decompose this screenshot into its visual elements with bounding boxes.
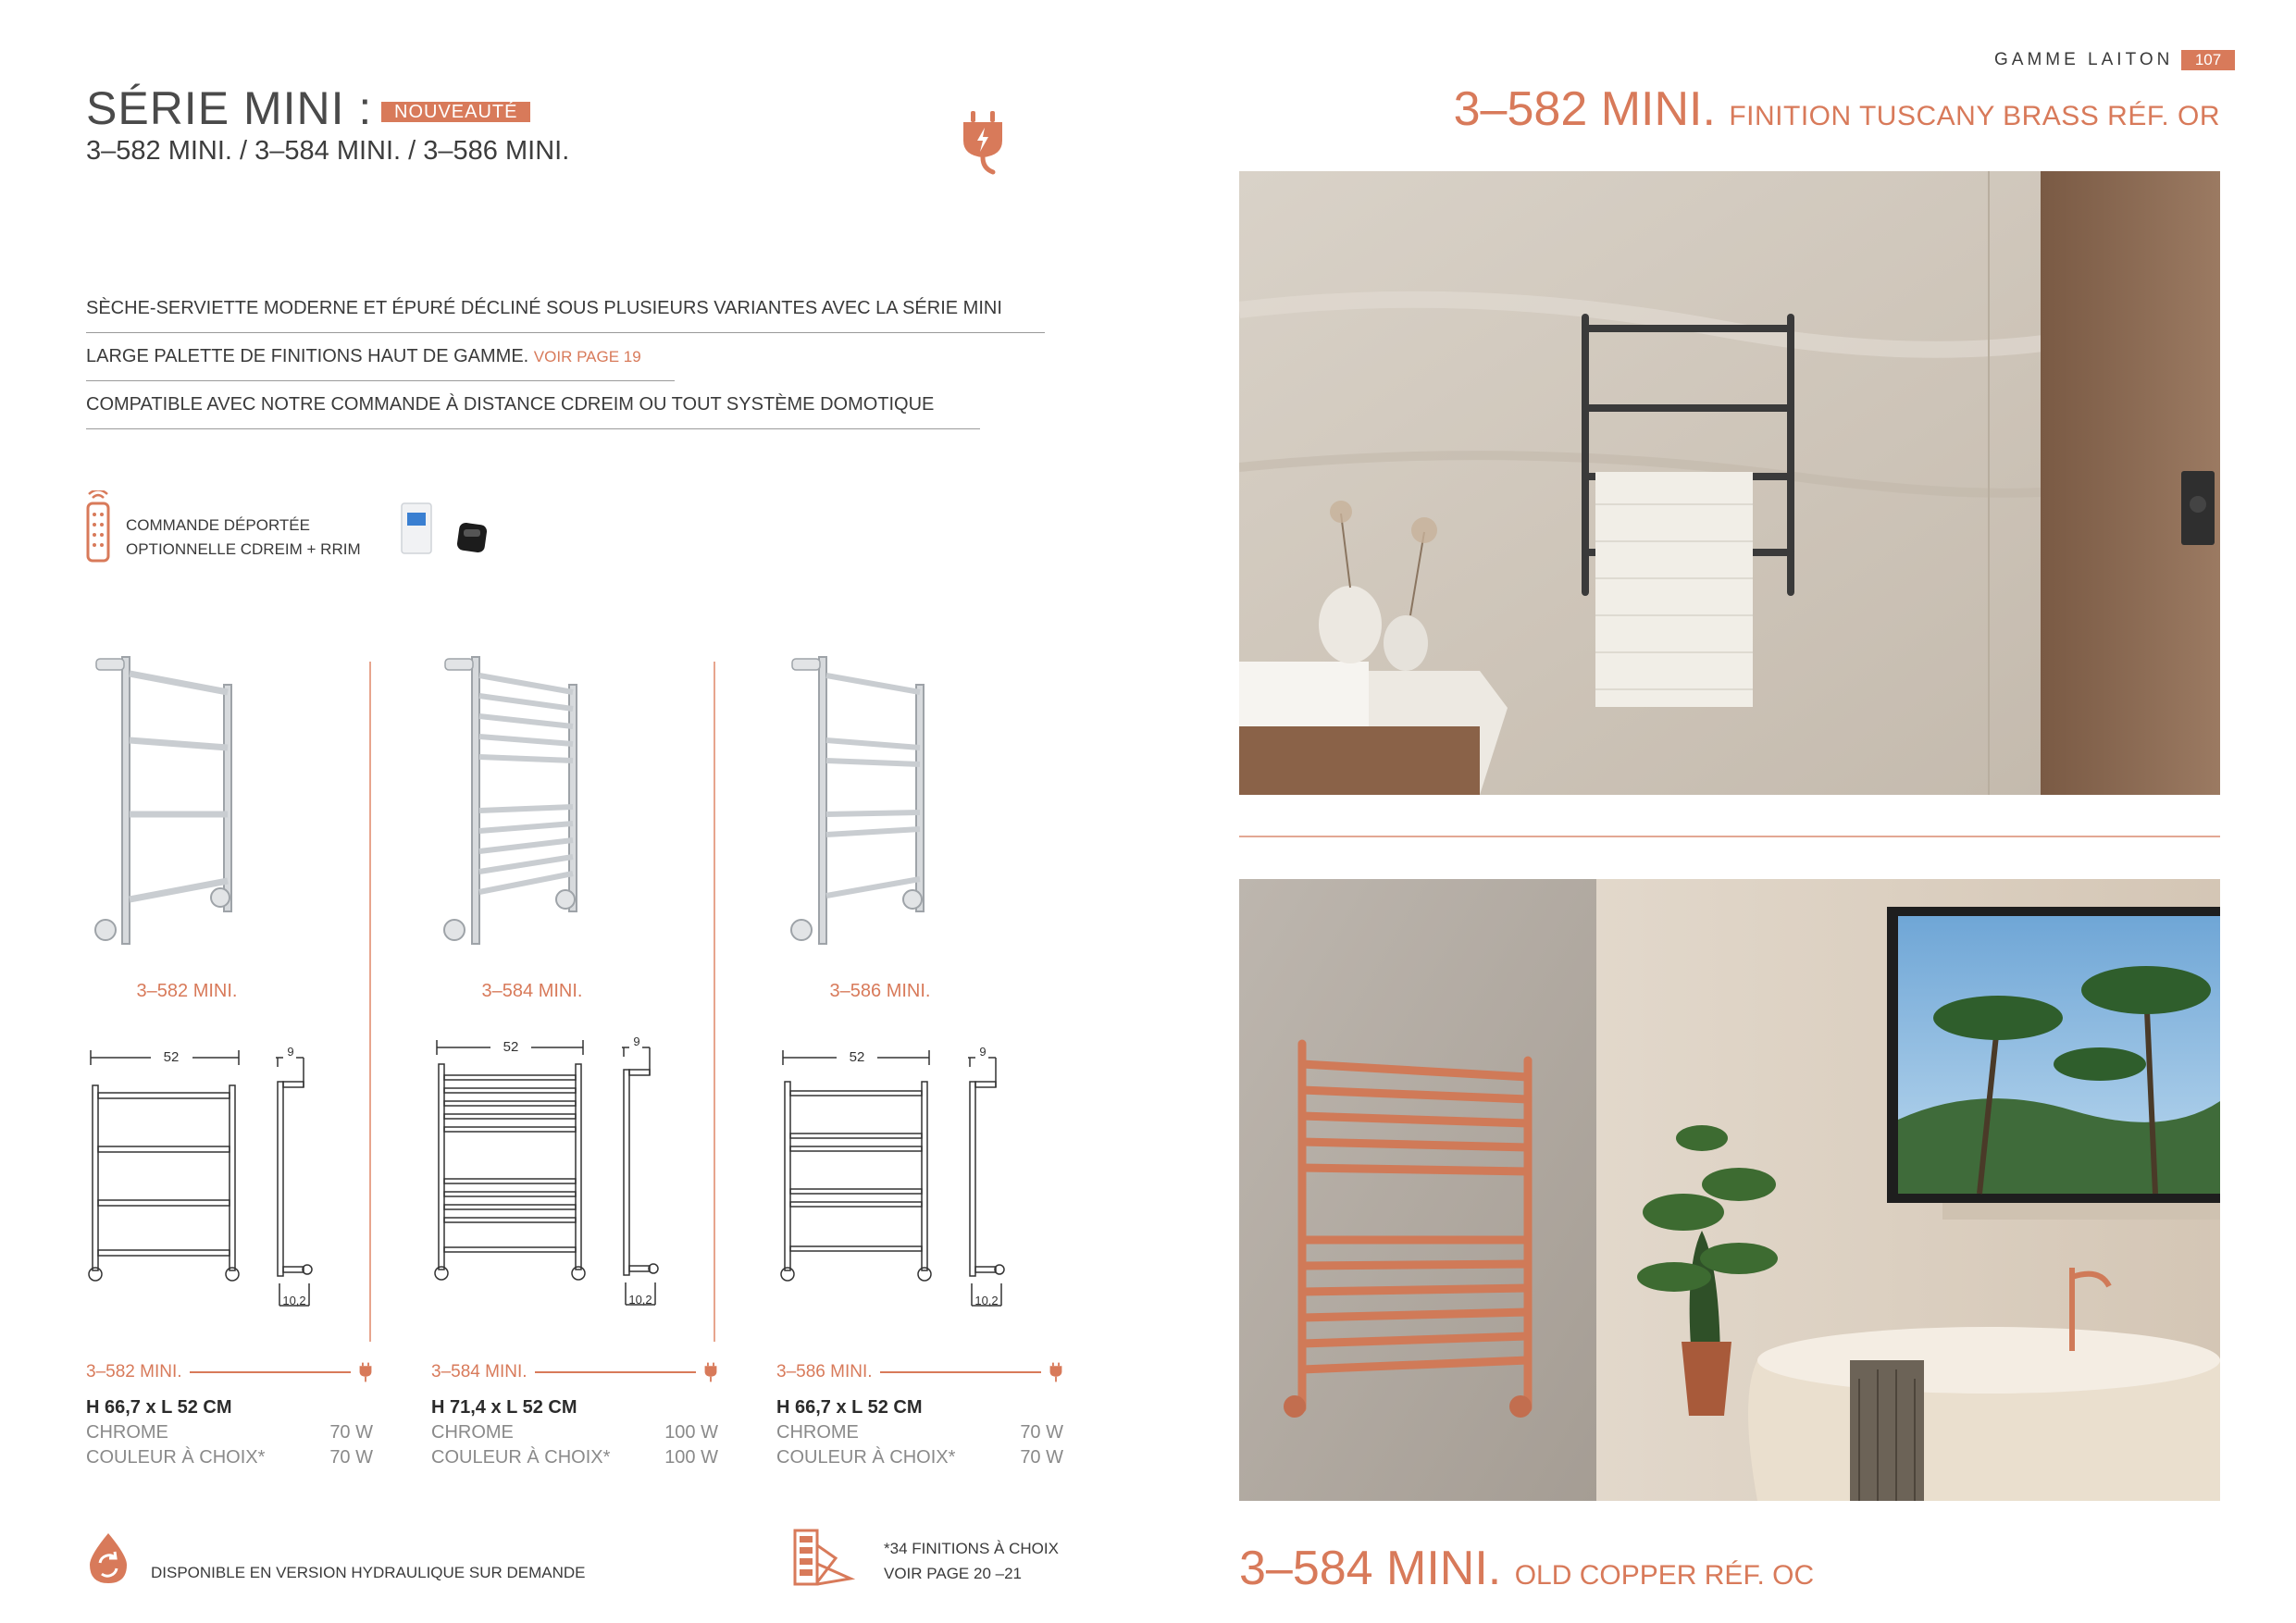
base-dimension: 10,2 [974,1294,999,1307]
feature-text-3: COMPATIBLE AVEC NOTRE COMMANDE À DISTANCE CDREIM OU TOUT SYSTÈME DOMOTIQUE [86,394,935,415]
remote-line-1: COMMANDE DÉPORTÉE [126,516,310,534]
finishes-line-1: *34 FINITIONS À CHOIX [884,1540,1059,1557]
base-dimension: 10,2 [282,1294,306,1307]
product-photo-old-copper [1239,879,2220,1501]
finish-chrome: CHROME [776,1422,859,1443]
dimensions: H 66,7 x L 52 CM [776,1397,923,1418]
hydraulic-icon [86,1531,130,1585]
feature-text-1: SÈCHE-SERVIETTE MODERNE ET ÉPURÉ DÉCLINÉ SOUS PLUSIEURS VARIANTES AVEC LA SÉRIE MINI [86,298,1002,318]
swatch-icon [791,1527,856,1588]
bottom-product-title [1239,1541,1814,1596]
depth-dimension: 9 [633,1035,640,1048]
power-chrome: 70 W [329,1422,373,1443]
tech-drawing-3-582 [81,1041,331,1319]
see-page-link[interactable]: VOIR PAGE 19 [533,348,641,365]
remote-option-text [126,514,361,562]
top-product-title [1454,81,2220,137]
finish-color: COULEUR À CHOIX* [431,1447,611,1468]
hydraulic-note: DISPONIBLE EN VERSION HYDRAULIQUE SUR DEMANDE [151,1564,586,1581]
thermostat-icon [398,502,435,555]
feature-text-2: LARGE PALETTE DE FINITIONS HAUT DE GAMME. [86,346,529,366]
tech-drawing-3-584 [428,1035,677,1321]
dimensions: H 71,4 x L 52 CM [431,1397,577,1418]
power-chrome: 100 W [664,1422,718,1443]
product-image-3-582 [83,648,250,953]
tech-drawing-3-586 [774,1041,1024,1319]
base-dimension: 10,2 [628,1293,652,1307]
finish-color: COULEUR À CHOIX* [86,1447,266,1468]
feature-bullet-1 [86,298,1045,333]
column-divider-2 [714,662,715,1342]
product-photo-tuscany-brass [1239,171,2220,795]
photo-separator [1239,836,2220,837]
plug-icon [358,1362,373,1382]
remote-line-2: OPTIONNELLE CDREIM + RRIM [126,540,361,558]
power-color: 100 W [664,1447,718,1468]
power-chrome: 70 W [1020,1422,1063,1443]
finish-color: COULEUR À CHOIX* [776,1447,956,1468]
spec-block-3-584 [431,1362,718,1468]
depth-dimension: 9 [287,1045,294,1059]
section-label: GAMME LAITON [1994,50,2174,69]
spec-title: 3–582 MINI. [86,1362,182,1381]
spec-title: 3–584 MINI. [431,1362,527,1381]
finish-chrome: CHROME [86,1422,168,1443]
width-dimension: 52 [503,1039,519,1055]
page-number: 107 [2181,50,2235,70]
top-model-name: 3–582 MINI. [1453,82,1716,136]
power-color: 70 W [1020,1447,1063,1468]
page-title: SÉRIE MINI : [86,82,373,134]
plug-icon [1049,1362,1063,1382]
feature-bullet-2 [86,346,675,381]
finishes-line-2[interactable]: VOIR PAGE 20 –21 [884,1565,1022,1582]
plug-icon [703,1362,718,1382]
spec-title: 3–586 MINI. [776,1362,873,1381]
width-dimension: 52 [849,1049,865,1065]
model-list-subtitle: 3–582 MINI. / 3–584 MINI. / 3–586 MINI. [86,136,570,166]
spec-block-3-582 [86,1362,373,1468]
receiver-icon [455,521,490,556]
model-label-3-586: 3–586 MINI. [829,981,931,1001]
depth-dimension: 9 [979,1045,987,1059]
remote-icon [84,490,112,564]
spec-block-3-586 [776,1362,1063,1468]
dimensions: H 66,7 x L 52 CM [86,1397,232,1418]
plug-icon [960,109,1006,176]
model-label-3-582: 3–582 MINI. [136,981,238,1001]
new-badge: NOUVEAUTÉ [381,102,530,122]
bottom-model-name: 3–584 MINI. [1239,1542,1502,1595]
product-image-3-584 [430,648,597,953]
width-dimension: 52 [163,1049,180,1065]
finish-chrome: CHROME [431,1422,514,1443]
power-color: 70 W [329,1447,373,1468]
bottom-finish-name: OLD COPPER RÉF. OC [1514,1560,1815,1591]
finishes-note [884,1536,1059,1586]
product-image-3-586 [777,648,944,953]
column-divider-1 [369,662,371,1342]
feature-bullet-3 [86,394,980,429]
model-label-3-584: 3–584 MINI. [481,981,583,1001]
top-finish-name: FINITION TUSCANY BRASS RÉF. OR [1729,101,2220,131]
